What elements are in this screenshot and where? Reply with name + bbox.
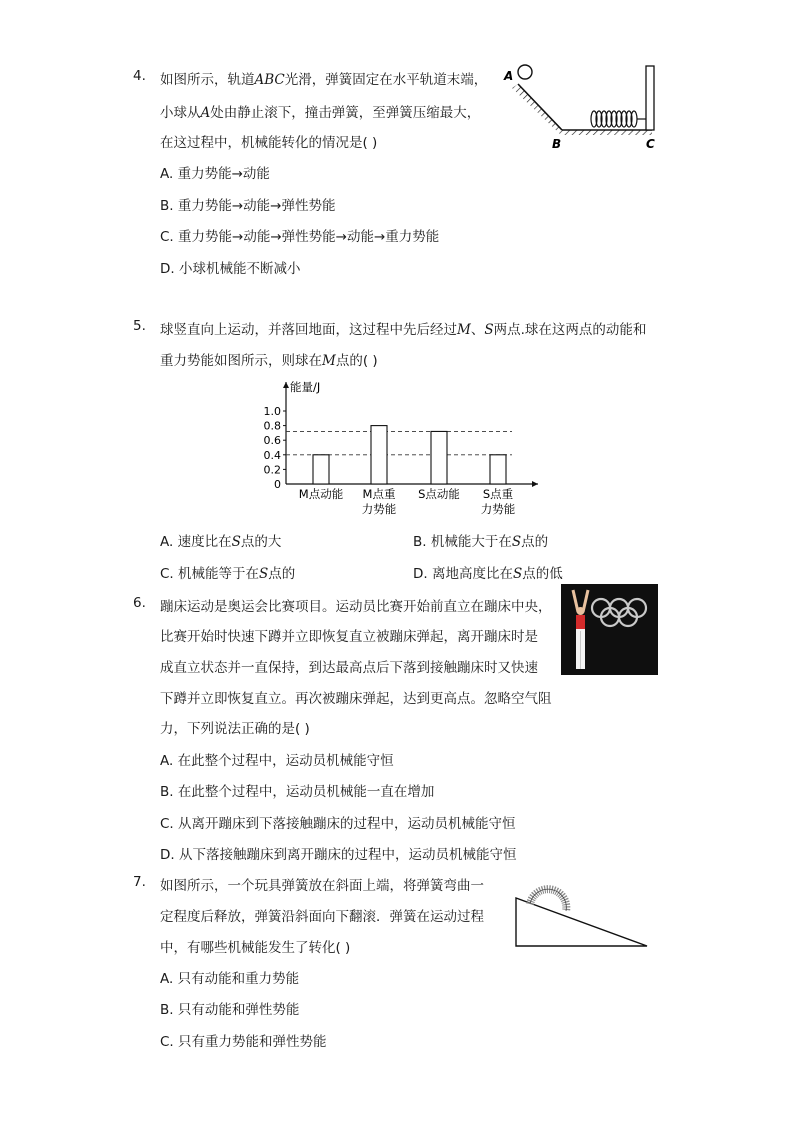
q4-option-d[interactable]: D. 小球机械能不断减小 [160, 261, 301, 277]
q7-stem-line-1: 如图所示，一个玩具弹簧放在斜面上端，将弹簧弯曲一 [160, 878, 484, 894]
q4-track-figure [500, 58, 670, 152]
q6-stem-line-1: 蹦床运动是奥运会比赛项目。运动员比赛开始前直立在蹦床中央， [160, 599, 552, 615]
category-label: 力势能 [361, 502, 397, 516]
q7-option-a[interactable]: A. 只有动能和重力势能 [160, 971, 300, 987]
x-axis-arrow [532, 481, 538, 487]
category-label: M点重 [362, 487, 396, 501]
category-label: M点动能 [298, 487, 344, 501]
label-a: A [504, 69, 514, 83]
q7-number: 7. [133, 874, 146, 890]
slope-hatching [512, 84, 562, 136]
q5-number: 5. [133, 318, 146, 334]
q6-stem-line-3: 成直立状态并一直保持，到达最高点后下落到接触蹦床时又快速 [160, 660, 538, 676]
bar [490, 455, 506, 484]
q4-option-c[interactable]: C. 重力势能→动能→弹性势能→动能→重力势能 [160, 229, 440, 245]
q6-stem-line-2: 比赛开始时快速下蹲并立即恢复直立被蹦床弹起，离开蹦床时是 [160, 629, 538, 645]
y-tick-label: 0.2 [263, 463, 281, 477]
label-b: B [552, 137, 562, 151]
y-tick-label: 0.8 [263, 419, 281, 433]
y-tick-label: 0 [274, 478, 281, 491]
slope-track [518, 84, 562, 130]
bar [431, 431, 447, 484]
q5-option-b[interactable]: B. 机械能大于在S点的 [413, 534, 549, 550]
q4-stem-line-1: 如图所示，轨道ABC光滑，弹簧固定在水平轨道末端， [160, 72, 488, 88]
y-tick-label: 0.4 [263, 448, 281, 462]
category-label: 力势能 [480, 502, 516, 516]
q4-number: 4. [133, 68, 146, 84]
category-label: S点动能 [418, 487, 460, 501]
spring [591, 111, 646, 127]
y-tick-label: 1.0 [263, 405, 281, 418]
energy-bar-chart [250, 372, 550, 522]
q5-stem-line-1: 球竖直向上运动，并落回地面，这过程中先后经过M、S两点.球在这两点的动能和 [160, 322, 647, 338]
q7-stem-line-3: 中，有哪些机械能发生了转化( ) [160, 940, 351, 956]
q6-option-b[interactable]: B. 在此整个过程中，运动员机械能一直在增加 [160, 784, 435, 800]
q6-option-a[interactable]: A. 在此整个过程中，运动员机械能守恒 [160, 753, 394, 769]
q5-option-a[interactable]: A. 速度比在S点的大 [160, 534, 282, 550]
q4-option-a[interactable]: A. 重力势能→动能 [160, 166, 270, 182]
q4-stem-line-3: 在这过程中，机械能转化的情况是( ) [160, 135, 378, 151]
wall [646, 66, 654, 130]
q7-option-b[interactable]: B. 只有动能和弹性势能 [160, 1002, 300, 1018]
q6-option-d[interactable]: D. 从下落接触蹦床到离开蹦床的过程中，运动员机械能守恒 [160, 847, 517, 863]
y-tick-label: 0.6 [263, 434, 281, 448]
q6-stem-line-4: 下蹲并立即恢复直立。再次被蹦床弹起，达到更高点。忽略空气阻 [160, 691, 552, 707]
q4-option-b[interactable]: B. 重力势能→动能→弹性势能 [160, 198, 336, 214]
incline-triangle [516, 898, 647, 946]
q7-stem-line-2: 定程度后释放，弹簧沿斜面向下翻滚．弹簧在运动过程 [160, 909, 484, 925]
bar [371, 426, 387, 484]
y-axis-label: 能量/J [290, 380, 321, 394]
q5-option-c[interactable]: C. 机械能等于在S点的 [160, 566, 296, 582]
y-axis-arrow [283, 382, 289, 388]
bar [313, 455, 329, 484]
q6-number: 6. [133, 595, 146, 611]
q7-option-c[interactable]: C. 只有重力势能和弹性势能 [160, 1034, 327, 1050]
ball [518, 65, 532, 79]
category-label: S点重 [482, 487, 514, 501]
q5-option-d[interactable]: D. 离地高度比在S点的低 [413, 566, 563, 582]
label-c: C [646, 137, 655, 151]
q6-option-c[interactable]: C. 从离开蹦床到下落接触蹦床的过程中，运动员机械能守恒 [160, 816, 516, 832]
q4-stem-line-2: 小球从A处由静止滚下，撞击弹簧，至弹簧压缩最大， [160, 105, 481, 121]
incline-spring-figure [510, 878, 655, 950]
q6-stem-line-5: 力，下列说法正确的是( ) [160, 721, 310, 737]
trampoline-athlete-photo [561, 584, 658, 675]
q5-stem-line-2: 重力势能如图所示，则球在M点的( ) [160, 353, 378, 369]
